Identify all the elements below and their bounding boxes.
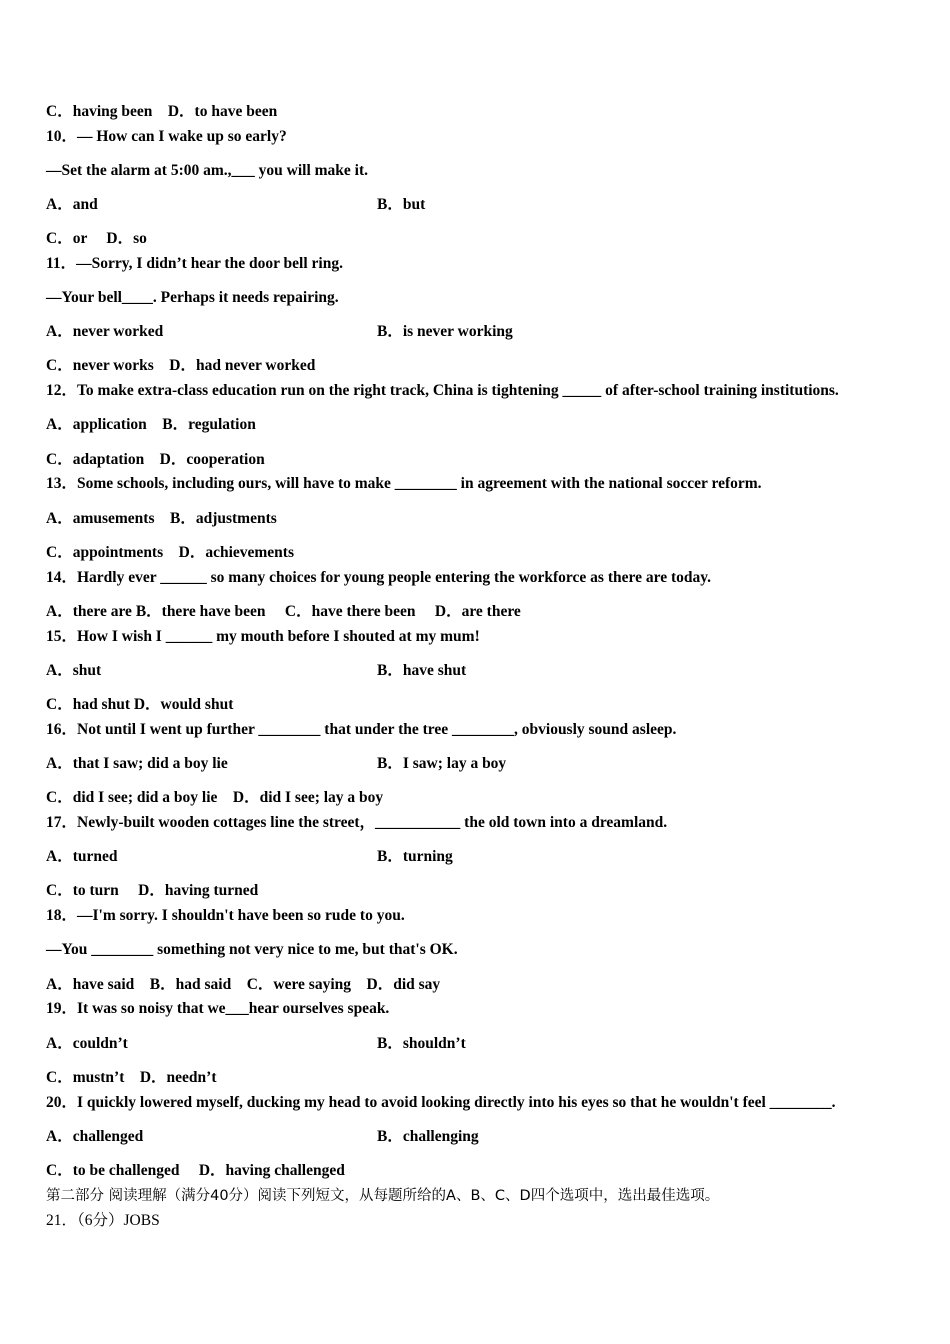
question-13-options-ab: A．amusements B．adjustments xyxy=(46,510,277,527)
option-b: B．shouldn’t xyxy=(377,1035,466,1052)
question-10-options-ab xyxy=(46,195,426,215)
options-c-d: C．having been D．to have been xyxy=(46,103,278,120)
question-16-options-ab xyxy=(46,754,507,774)
question-10: 10．— How can I wake up so early? xyxy=(46,128,287,145)
question-12-options-cd: C．adaptation D．cooperation xyxy=(46,451,265,468)
question-19-options-cd: C．mustn’t D．needn’t xyxy=(46,1069,217,1086)
question-14: 14．Hardly ever ______ so many choices for young people entering the workforce as there are today. xyxy=(46,569,711,586)
question-15-options-ab xyxy=(46,661,467,681)
question-17-options-ab xyxy=(46,847,453,867)
question-20-options-cd: C．to be challenged D．having challenged xyxy=(46,1162,345,1179)
question-15: 15．How I wish I ______ my mouth before I shouted at my mum! xyxy=(46,628,480,645)
question-20-options-ab xyxy=(46,1127,479,1147)
question-17: 17．Newly-built wooden cottages line the street，___________ the old town into a dreamland. xyxy=(46,814,668,831)
question-13: 13．Some schools, including ours, will have to make ________ in agreement with the national soccer reform. xyxy=(46,475,762,492)
option-b: B．I saw; lay a boy xyxy=(377,755,507,772)
question-16: 16．Not until I went up further ________ that under the tree ________, obviously sound asleep. xyxy=(46,721,677,738)
option-a: A．turned xyxy=(46,848,118,865)
question-11-reply: —Your bell____. Perhaps it needs repairing. xyxy=(46,289,339,306)
question-20: 20．I quickly lowered myself, ducking my head to avoid looking directly into his eyes so that he wouldn't feel ________. xyxy=(46,1094,836,1111)
question-21: 21．（6分）JOBS xyxy=(46,1212,160,1229)
question-14-options: A．there are B．there have been C．have there been D．are there xyxy=(46,603,521,620)
question-12: 12．To make extra-class education run on the right track, China is tightening _____ of after-school training institutions. xyxy=(46,382,839,399)
option-a: A．that I saw; did a boy lie xyxy=(46,755,228,772)
question-19: 19．It was so noisy that we___hear ourselves speak. xyxy=(46,1000,390,1017)
question-11: 11．—Sorry, I didn’t hear the door bell ring. xyxy=(46,255,343,272)
option-b: B．but xyxy=(377,196,426,213)
question-18: 18．—I'm sorry. I shouldn't have been so rude to you. xyxy=(46,907,405,924)
option-a: A．never worked xyxy=(46,323,164,340)
question-10-reply: —Set the alarm at 5:00 am.,___ you will make it. xyxy=(46,162,369,179)
option-b: B．have shut xyxy=(377,662,467,679)
question-19-options-ab xyxy=(46,1034,466,1054)
option-b: B．turning xyxy=(377,848,453,865)
option-b: B．is never working xyxy=(377,323,513,340)
option-a: A．shut xyxy=(46,662,102,679)
question-15-options-cd: C．had shut D．would shut xyxy=(46,696,234,713)
question-18-reply: —You ________ something not very nice to me, but that's OK. xyxy=(46,941,458,958)
option-b: B．challenging xyxy=(377,1128,479,1145)
section-heading-part2: 第二部分 阅读理解（满分40分）阅读下列短文，从每题所给的A、B、C、D四个选项中，选出最佳选项。 xyxy=(46,1188,720,1204)
option-a: A．challenged xyxy=(46,1128,144,1145)
question-18-options: A．have said B．had said C．were saying D．did say xyxy=(46,976,441,993)
question-12-options-ab: A．application B．regulation xyxy=(46,416,256,433)
question-11-options-ab xyxy=(46,322,513,342)
option-a: A．and xyxy=(46,196,98,213)
option-a: A．couldn’t xyxy=(46,1035,128,1052)
question-17-options-cd: C．to turn D．having turned xyxy=(46,882,259,899)
question-11-options-cd: C．never works D．had never worked xyxy=(46,357,316,374)
question-10-options-cd: C．or D．so xyxy=(46,230,147,247)
question-16-options-cd: C．did I see; did a boy lie D．did I see; lay a boy xyxy=(46,789,384,806)
question-13-options-cd: C．appointments D．achievements xyxy=(46,544,294,561)
